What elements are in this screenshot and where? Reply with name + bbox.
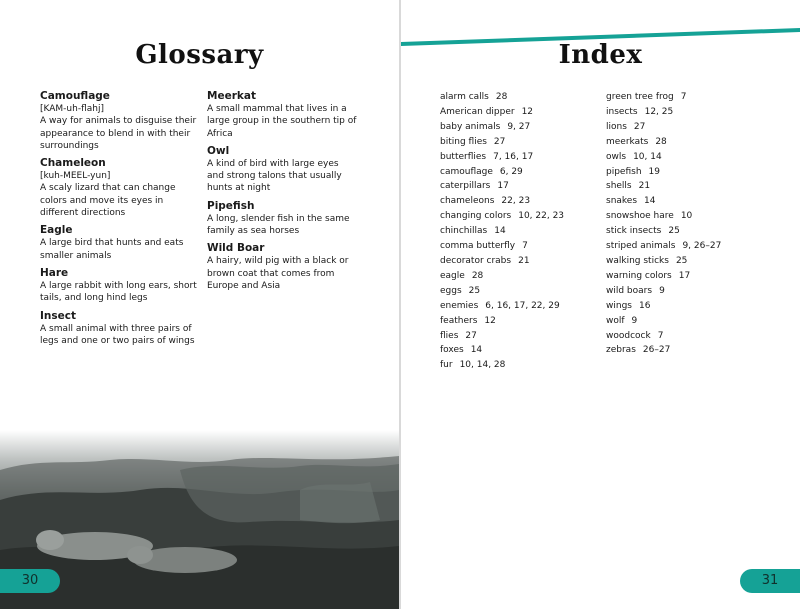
- index-page-refs: 19: [648, 166, 660, 177]
- index-term: camouflage: [440, 166, 493, 177]
- index-page-refs: 17: [497, 181, 509, 192]
- index-entry: [606, 224, 766, 239]
- index-page-refs: 10, 14, 28: [459, 360, 506, 371]
- index-page-refs: 25: [668, 226, 680, 237]
- glossary-page: [0, 0, 399, 609]
- glossary-column-1: [40, 90, 200, 352]
- index-term: eagle: [440, 270, 465, 281]
- index-page: [401, 0, 800, 609]
- index-entry: [606, 329, 766, 344]
- index-page-refs: 7: [522, 241, 528, 252]
- index-page-refs: 9: [631, 315, 638, 326]
- index-entry: [440, 343, 600, 358]
- index-page-refs: 26–27: [642, 345, 671, 356]
- index-entry: [606, 254, 766, 269]
- glossary-title: Glossary: [135, 40, 264, 70]
- page-number-left: 30: [0, 569, 60, 593]
- glossary-definition: A hairy, wild pig with a black or brown coat that comes from Europe and Asia: [207, 256, 349, 291]
- glossary-column-2: [207, 90, 357, 297]
- index-title: Index: [558, 40, 643, 70]
- index-column-1: [440, 90, 600, 373]
- glossary-pronunciation: [kuh-MEEL-yun]: [40, 171, 111, 182]
- glossary-term: Insect: [40, 309, 76, 322]
- index-term: fur: [440, 360, 453, 371]
- index-page-refs: 28: [655, 136, 667, 147]
- index-term: foxes: [440, 345, 464, 356]
- index-term: warning colors: [606, 270, 672, 281]
- index-term: butterflies: [440, 151, 487, 162]
- index-entry: [440, 90, 600, 105]
- index-page-refs: 27: [465, 330, 477, 341]
- index-page-refs: 7, 16, 17: [493, 151, 534, 162]
- index-entry: [440, 179, 600, 194]
- index-entry: [606, 120, 766, 135]
- glossary-definition: A scaly lizard that can change colors and move its eyes in different directions: [40, 183, 176, 219]
- index-page-refs: 7: [680, 92, 687, 102]
- index-term: owls: [606, 151, 627, 162]
- index-entry: [606, 239, 766, 254]
- index-entry: [440, 284, 600, 299]
- glossary-entry: [40, 224, 200, 262]
- glossary-definition: A small mammal that lives in a large group in the southern tip of Africa: [207, 104, 357, 139]
- index-entry: [606, 179, 766, 194]
- index-term: lions: [606, 121, 627, 132]
- index-term: caterpillars: [440, 181, 491, 192]
- index-term: American dipper: [440, 106, 515, 117]
- glossary-entry: [40, 267, 200, 305]
- index-entry: [606, 314, 766, 329]
- index-entry: [440, 120, 600, 135]
- index-term: feathers: [440, 315, 478, 326]
- page-number-right: 31: [740, 569, 800, 593]
- index-column-2: [606, 90, 766, 358]
- index-term: snowshoe hare: [606, 211, 674, 222]
- glossary-definition: A way for animals to disguise their appearance to blend in with their surroundings: [40, 116, 197, 151]
- index-entry: [440, 135, 600, 150]
- index-term: pipefish: [606, 166, 642, 177]
- index-term: eggs: [440, 285, 462, 296]
- glossary-definition: A kind of bird with large eyes and strong talons that usually hunts at night: [207, 158, 342, 194]
- index-entry: [606, 209, 766, 224]
- index-entry: [606, 299, 766, 314]
- index-entry: [440, 314, 600, 329]
- index-entry: [440, 224, 600, 239]
- index-page-refs: 17: [678, 270, 691, 281]
- glossary-term: Chameleon: [40, 157, 106, 170]
- index-entry: [606, 269, 766, 284]
- index-entry: [440, 105, 600, 120]
- index-entry: [440, 150, 600, 165]
- index-page-refs: 12: [521, 106, 534, 117]
- index-page-refs: 6, 29: [499, 166, 523, 177]
- index-page-refs: 25: [675, 255, 688, 266]
- glossary-entry: [40, 90, 200, 152]
- index-term: striped animals: [606, 241, 676, 252]
- index-term: meerkats: [606, 136, 649, 147]
- index-page-refs: 14: [494, 226, 506, 237]
- index-term: snakes: [606, 196, 638, 207]
- glossary-entry: [207, 200, 357, 238]
- index-page-refs: 27: [633, 121, 646, 132]
- index-page-refs: 9: [659, 285, 665, 296]
- index-term: wolf: [606, 315, 625, 326]
- glossary-term: Eagle: [40, 224, 73, 237]
- index-term: walking sticks: [606, 255, 669, 266]
- index-page-refs: 28: [495, 92, 508, 102]
- glossary-term: Hare: [40, 266, 69, 279]
- index-entry: [440, 209, 600, 224]
- glossary-term: Wild Boar: [207, 242, 265, 255]
- index-term: green tree frog: [606, 92, 674, 102]
- index-term: baby animals: [440, 121, 501, 132]
- index-page-refs: 9, 27: [507, 121, 531, 132]
- index-term: stick insects: [606, 226, 662, 237]
- index-term: decorator crabs: [440, 255, 512, 266]
- index-term: shells: [606, 181, 632, 192]
- index-page-refs: 22, 23: [501, 196, 531, 207]
- index-page-refs: 12: [484, 315, 496, 326]
- index-page-refs: 21: [518, 255, 530, 266]
- index-term: biting flies: [440, 136, 487, 147]
- glossary-term: Owl: [207, 144, 230, 157]
- glossary-entry: [207, 145, 357, 195]
- index-term: comma butterfly: [440, 241, 516, 252]
- index-entry: [440, 165, 600, 180]
- index-entry: [440, 269, 600, 284]
- index-term: flies: [440, 330, 459, 341]
- index-page-refs: 25: [468, 285, 481, 296]
- glossary-pronunciation: [KAM-uh-flahj]: [40, 104, 104, 114]
- index-entry: [440, 299, 600, 314]
- index-entry: [606, 284, 766, 299]
- index-entry: [440, 329, 600, 344]
- glossary-term: Camouflage: [40, 90, 110, 102]
- index-page-refs: 21: [638, 181, 651, 192]
- index-page-refs: 10: [680, 211, 693, 222]
- index-page-refs: 27: [493, 136, 506, 147]
- index-page-refs: 6, 16, 17, 22, 29: [485, 300, 560, 311]
- index-term: changing colors: [440, 211, 512, 222]
- index-page-refs: 14: [644, 196, 656, 207]
- index-page-refs: 28: [471, 270, 484, 281]
- index-entry: [606, 150, 766, 165]
- glossary-entry: [40, 310, 200, 348]
- index-term: wings: [606, 300, 632, 311]
- index-page-refs: 9, 26–27: [682, 241, 722, 252]
- index-term: zebras: [606, 345, 636, 356]
- index-entry: [440, 194, 600, 209]
- index-entry: [606, 343, 766, 358]
- glossary-entry: [207, 242, 357, 292]
- index-page-refs: 7: [657, 330, 664, 341]
- index-term: enemies: [440, 300, 479, 311]
- index-entry: [440, 254, 600, 269]
- index-entry: [440, 358, 600, 373]
- index-page-refs: 12, 25: [644, 106, 674, 117]
- index-term: alarm calls: [440, 92, 489, 102]
- index-term: chameleons: [440, 196, 495, 207]
- index-entry: [606, 90, 766, 105]
- index-entry: [606, 105, 766, 120]
- index-page-refs: 16: [638, 300, 651, 311]
- glossary-definition: A large rabbit with long ears, short tails, and long hind legs: [40, 280, 197, 304]
- index-term: woodcock: [606, 330, 651, 341]
- glossary-term: Pipefish: [207, 199, 255, 212]
- glossary-entry: [40, 157, 200, 219]
- index-entry: [606, 165, 766, 180]
- index-entry: [606, 135, 766, 150]
- index-term: insects: [606, 106, 638, 117]
- index-page-refs: 10, 22, 23: [518, 211, 565, 222]
- index-page-refs: 14: [470, 345, 483, 356]
- index-entry: [606, 194, 766, 209]
- glossary-definition: A small animal with three pairs of legs and one or two pairs of wings: [40, 323, 195, 346]
- glossary-definition: A large bird that hunts and eats smaller animals: [40, 238, 184, 261]
- index-entry: [440, 239, 600, 254]
- glossary-entry: [207, 90, 357, 140]
- index-term: chinchillas: [440, 226, 488, 237]
- glossary-term: Meerkat: [207, 90, 256, 102]
- index-term: wild boars: [606, 285, 653, 296]
- glossary-definition: A long, slender fish in the same family as sea horses: [207, 213, 350, 237]
- index-page-refs: 10, 14: [633, 151, 662, 162]
